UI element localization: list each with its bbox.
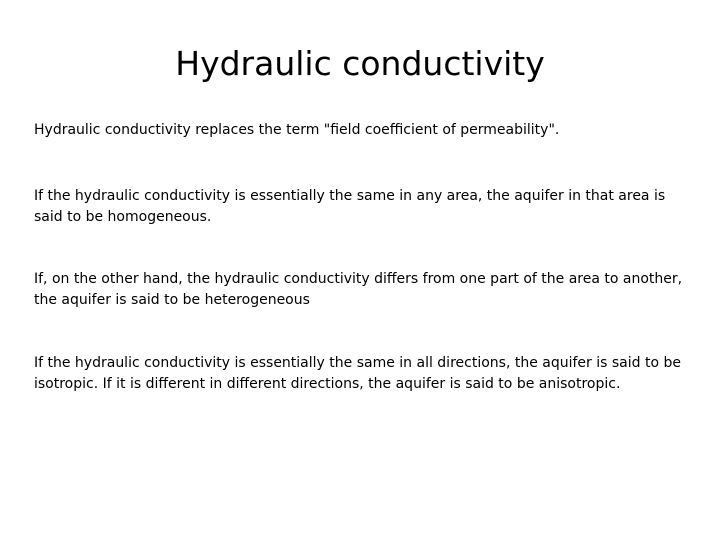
paragraph-homogeneous: If the hydraulic conductivity is essentially the same in any area, the aquifer in that area is said to be homogeneous.: [34, 188, 666, 225]
paragraph-heterogeneous: If, on the other hand, the hydraulic conductivity differs from one part of the area to another, the aquifer is said to be heterogeneous: [34, 271, 683, 308]
slide-title: Hydraulic conductivity: [175, 44, 545, 83]
paragraph-isotropic-anisotropic: If the hydraulic conductivity is essentially the same in all directions, the aquifer is said to be isotropic. If it is different in different directions, the aquifer is said to be anisotropic.: [34, 355, 681, 392]
paragraph-definition: Hydraulic conductivity replaces the term "field coefficient of permeability".: [34, 122, 560, 138]
